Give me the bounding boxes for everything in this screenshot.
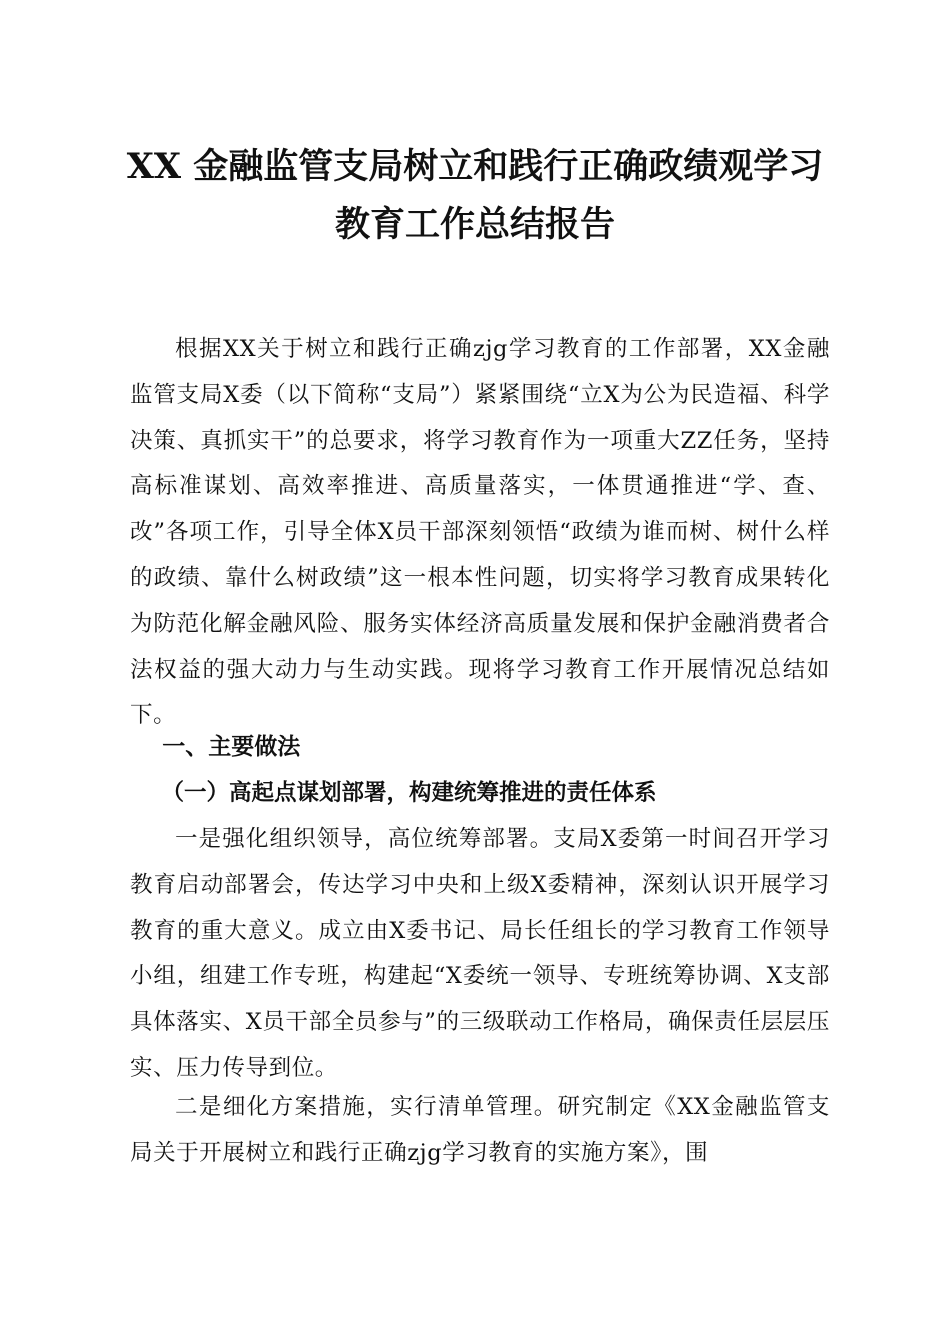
- subsection-heading-1: （一）高起点谋划部署，构建统筹推进的责任体系: [161, 780, 657, 806]
- section-heading-main-practices: 一、主要做法: [162, 734, 301, 760]
- document-title-line-1: XX 金融监管支局树立和践行正确政绩观学习: [126, 146, 824, 187]
- paragraph-organization-leadership: 一是强化组织领导，高位统筹部署。支局X委第一时间召开学习教育启动部署会，传达学习中央和上级X委精神，深刻认识开展学习教育的重大意义。成立由X委书记、局长任组长的学习教育工作领导小组，组建工作专班，构建起“X委统一领导、专班统筹协调、X支部具体落实、X员干部全员参与”的三级联动工作格局，确保责任层层压实、压力传导到位。: [130, 826, 830, 1081]
- intro-paragraph: 根据XX关于树立和践行正确zjg学习教育的工作部署，XX金融监管支局X委（以下简称“支局”）紧紧围绕“立X为公为民造福、科学决策、真抓实干”的总要求，将学习教育作为一项重大ZZ任务，坚持高标准谋划、高效率推进、高质量落实，一体贯通推进“学、查、改”各项工作，引导全体X员干部深刻领悟“政绩为谁而树、树什么样的政绩、靠什么树政绩”这一根本性问题，切实将学习教育成果转化为防范化解金融风险、服务实体经济高质量发展和保护金融消费者合法权益的强大动力与生动实践。现将学习教育工作开展情况总结如下。: [130, 336, 830, 729]
- document-title-line-2: 教育工作总结报告: [334, 204, 615, 245]
- paragraph-plan-measures: 二是细化方案措施，实行清单管理。研究制定《XX金融监管支局关于开展树立和践行正确zjg学习教育的实施方案》，围: [130, 1094, 830, 1166]
